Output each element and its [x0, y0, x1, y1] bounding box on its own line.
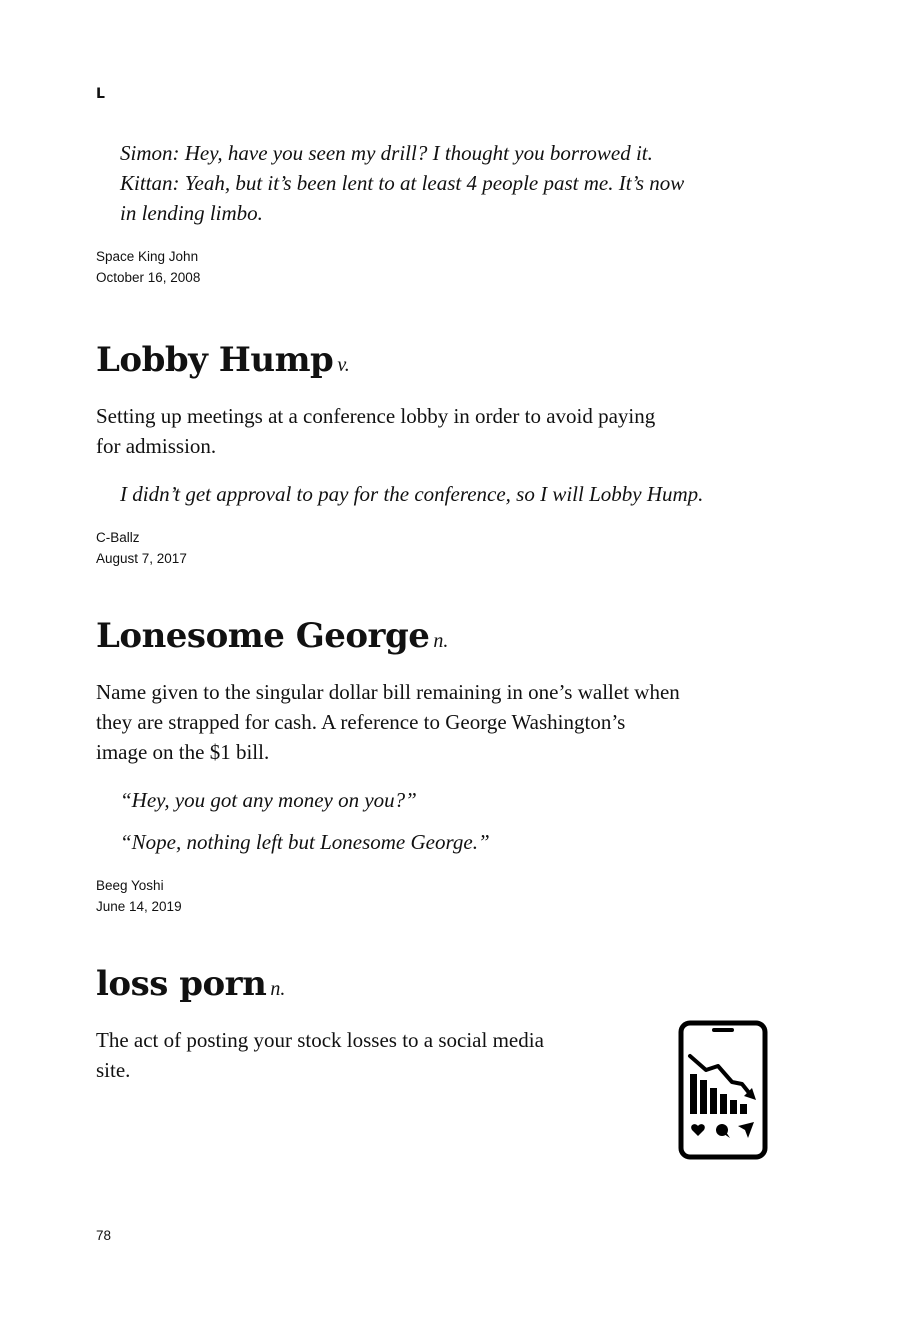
running-head: L — [96, 86, 105, 102]
example-line: in lending limbo. — [120, 201, 263, 225]
entry-term — [96, 340, 776, 385]
term-text: Lonesome George — [96, 616, 430, 656]
phone-stock-loss-icon — [678, 1020, 768, 1160]
example-line: “Nope, nothing left but Lonesome George.” — [120, 830, 490, 854]
term-text: Lobby Hump — [96, 340, 334, 380]
entry-loss-porn — [96, 964, 776, 1085]
entry-date: October 16, 2008 — [96, 270, 201, 285]
page-number: 78 — [96, 1228, 112, 1243]
entry-date: August 7, 2017 — [96, 551, 187, 566]
entry-date: June 14, 2019 — [96, 899, 182, 914]
definition-line: they are strapped for cash. A reference to George Washington’s — [96, 710, 626, 734]
definition-line: Setting up meetings at a conference lobby in order to avoid paying — [96, 404, 656, 428]
definition-line: for admission. — [96, 434, 217, 458]
entry-lobby-hump — [96, 340, 776, 569]
entry-term — [96, 964, 776, 1009]
entry-author: Beeg Yoshi — [96, 878, 164, 893]
part-of-speech: v. — [337, 354, 350, 376]
example-line: Kittan: Yeah, but it’s been lent to at least 4 people past me. It’s now — [120, 171, 685, 195]
entry-limbo-continued — [96, 138, 776, 288]
definition-line: image on the $1 bill. — [96, 740, 270, 764]
entry-author: Space King John — [96, 249, 199, 264]
entry-lonesome-george — [96, 616, 776, 917]
term-text: loss porn — [96, 964, 267, 1004]
definition-line: site. — [96, 1058, 131, 1082]
part-of-speech: n. — [433, 630, 449, 652]
part-of-speech: n. — [270, 978, 286, 1000]
example-line: Simon: Hey, have you seen my drill? I thought you borrowed it. — [120, 141, 653, 165]
entry-author: C-Ballz — [96, 530, 140, 545]
definition-line: The act of posting your stock losses to a social media — [96, 1028, 544, 1052]
example-line: I didn’t get approval to pay for the conference, so I will Lobby Hump. — [120, 482, 704, 506]
example-line: “Hey, you got any money on you?” — [120, 788, 417, 812]
entry-term — [96, 616, 776, 661]
definition-line: Name given to the singular dollar bill remaining in one’s wallet when — [96, 680, 680, 704]
